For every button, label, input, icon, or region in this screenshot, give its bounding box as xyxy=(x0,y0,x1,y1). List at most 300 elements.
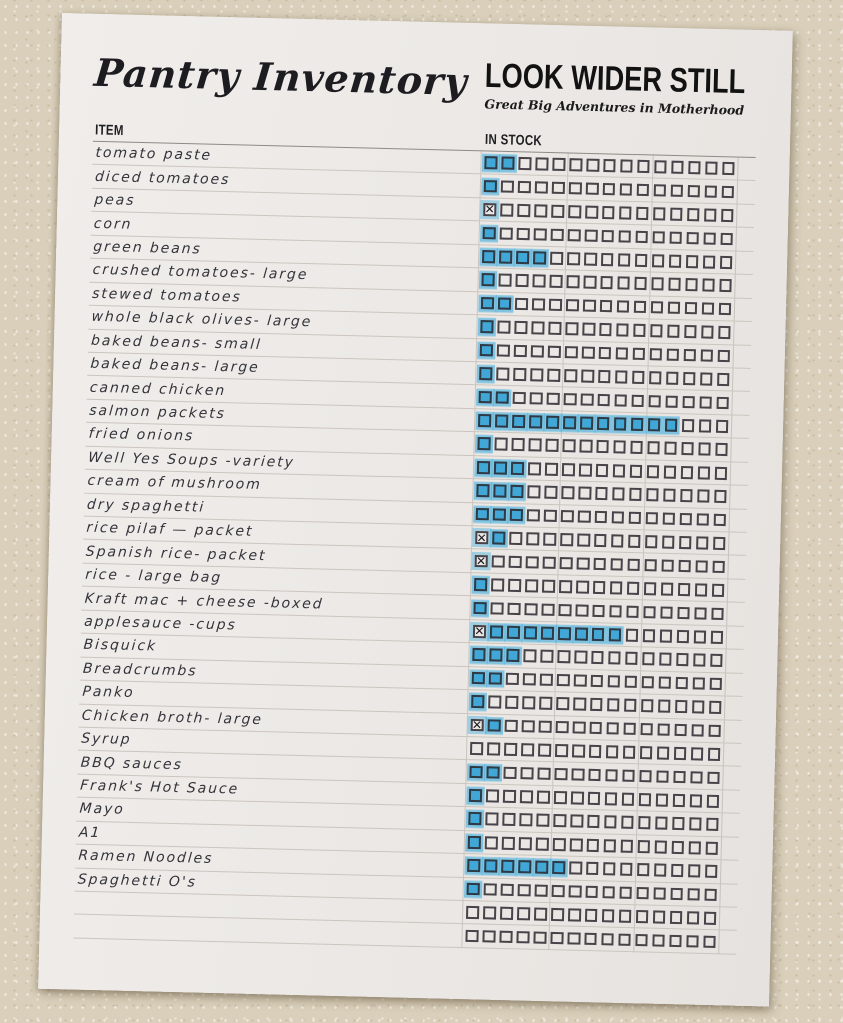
stock-checkbox-empty xyxy=(707,795,720,808)
stock-checkbox-empty xyxy=(578,510,591,523)
stock-checkbox-empty xyxy=(484,883,497,896)
stock-checkbox-x-marked xyxy=(483,203,496,216)
stock-checkbox-empty xyxy=(595,487,608,500)
stock-checkbox-filled xyxy=(467,883,480,896)
stock-checkbox-strip xyxy=(471,719,722,738)
stock-checkbox-empty xyxy=(587,815,600,828)
stock-checkbox-empty xyxy=(525,579,538,592)
inventory-table xyxy=(73,120,756,955)
stock-checkbox-filled xyxy=(552,861,565,874)
item-name: Syrup xyxy=(80,730,133,749)
stock-checkbox-empty xyxy=(678,583,691,596)
stock-checkbox-empty xyxy=(717,350,730,363)
stock-checkbox-empty xyxy=(517,907,530,920)
stock-checkbox-empty xyxy=(686,935,699,948)
stock-checkbox-strip xyxy=(482,250,733,269)
stock-checkbox-empty xyxy=(685,278,698,291)
stock-checkbox-empty xyxy=(674,724,687,737)
stock-checkbox-empty xyxy=(690,794,703,807)
stock-checkbox-empty xyxy=(683,372,696,385)
stock-checkbox-empty xyxy=(619,206,632,219)
stock-checkbox-empty xyxy=(675,700,688,713)
stock-checkbox-empty xyxy=(527,509,540,522)
stock-checkbox-strip xyxy=(481,273,732,292)
stock-checkbox-empty xyxy=(559,557,572,570)
stock-checkbox-empty xyxy=(526,532,539,545)
stock-checkbox-filled xyxy=(493,485,506,498)
stock-checkbox-empty xyxy=(631,394,644,407)
stock-checkbox-empty xyxy=(511,438,524,451)
stock-checkbox-empty xyxy=(658,676,671,689)
stock-checkbox-empty xyxy=(694,630,707,643)
stock-checkbox-filled xyxy=(479,367,492,380)
stock-checkbox-empty xyxy=(635,934,648,947)
stock-checkbox-empty xyxy=(633,324,646,337)
stock-checkbox-empty xyxy=(514,345,527,358)
stock-checkbox-empty xyxy=(505,719,518,732)
stock-checkbox-empty xyxy=(598,370,611,383)
stock-checkbox-empty xyxy=(661,583,674,596)
stock-checkbox-filled xyxy=(492,532,505,545)
stock-checkbox-filled xyxy=(665,419,678,432)
stock-checkbox-filled xyxy=(473,601,486,614)
stock-checkbox-empty xyxy=(665,395,678,408)
stock-checkbox-empty xyxy=(565,346,578,359)
stock-checkbox-empty xyxy=(654,184,667,197)
stock-checkbox-empty xyxy=(572,745,585,758)
stock-checkbox-empty xyxy=(610,558,623,571)
stock-checkbox-empty xyxy=(646,512,659,525)
stock-checkbox-empty xyxy=(576,557,589,570)
stock-checkbox-empty xyxy=(629,511,642,524)
stock-checkbox-empty xyxy=(656,770,669,783)
stock-checkbox-empty xyxy=(658,700,671,713)
stock-checkbox-empty xyxy=(601,253,614,266)
stock-checkbox-filled xyxy=(563,416,576,429)
stock-checkbox-filled xyxy=(488,719,501,732)
stock-checkbox-empty xyxy=(664,442,677,455)
stock-checkbox-empty xyxy=(701,326,714,339)
stock-checkbox-empty xyxy=(714,490,727,503)
stock-checkbox-empty xyxy=(547,392,560,405)
stock-checkbox-strip xyxy=(483,203,734,222)
stock-checkbox-empty xyxy=(591,651,604,664)
item-name: Kraft mac + cheese -boxed xyxy=(84,590,325,613)
stock-checkbox-empty xyxy=(688,865,701,878)
stock-checkbox-empty xyxy=(669,231,682,244)
stock-checkbox-empty xyxy=(650,348,663,361)
stock-checkbox-empty xyxy=(549,275,562,288)
stock-checkbox-strip xyxy=(468,836,719,855)
stock-checkbox-empty xyxy=(667,325,680,338)
stock-checkbox-empty xyxy=(711,631,724,644)
stock-checkbox-empty xyxy=(530,392,543,405)
stock-checkbox-empty xyxy=(636,887,649,900)
stock-checkbox-empty xyxy=(699,396,712,409)
stock-checkbox-empty xyxy=(620,160,633,173)
stock-checkbox-empty xyxy=(470,742,483,755)
stock-checkbox-empty xyxy=(639,793,652,806)
stock-checkbox-filled xyxy=(529,415,542,428)
stock-checkbox-empty xyxy=(671,864,684,877)
stock-checkbox-empty xyxy=(707,771,720,784)
stock-checkbox-filled xyxy=(501,157,514,170)
stock-checkbox-empty xyxy=(595,511,608,524)
stock-checkbox-empty xyxy=(619,886,632,899)
stock-checkbox-empty xyxy=(584,229,597,242)
stock-checkbox-empty xyxy=(466,906,479,919)
stock-checkbox-empty xyxy=(639,770,652,783)
stock-checkbox-empty xyxy=(602,886,615,899)
stock-checkbox-empty xyxy=(634,277,647,290)
stock-checkbox-empty xyxy=(509,532,522,545)
stock-checkbox-empty xyxy=(634,301,647,314)
stock-checkbox-empty xyxy=(519,837,532,850)
stock-checkbox-empty xyxy=(524,603,537,616)
stock-checkbox-empty xyxy=(721,209,734,222)
stock-checkbox-empty xyxy=(633,347,646,360)
stock-checkbox-empty xyxy=(494,438,507,451)
stock-checkbox-empty xyxy=(686,255,699,268)
stock-checkbox-empty xyxy=(500,227,513,240)
stock-checkbox-empty xyxy=(537,791,550,804)
item-name: stewed tomatoes xyxy=(91,285,243,306)
stock-checkbox-x-marked xyxy=(475,531,488,544)
stock-checkbox-empty xyxy=(539,697,552,710)
stock-checkbox-filled xyxy=(490,625,503,638)
item-name: Spaghetti O's xyxy=(77,871,198,891)
stock-checkbox-empty xyxy=(522,696,535,709)
stock-checkbox-empty xyxy=(519,814,532,827)
stock-checkbox-strip xyxy=(475,555,726,574)
printed-checklist-sheet xyxy=(38,13,793,1007)
stock-checkbox-empty xyxy=(589,722,602,735)
stock-checkbox-empty xyxy=(559,580,572,593)
stock-checkbox-empty xyxy=(544,486,557,499)
stock-checkbox-empty xyxy=(518,181,531,194)
stock-checkbox-empty xyxy=(582,346,595,359)
stock-checkbox-filled xyxy=(481,273,494,286)
stock-checkbox-filled xyxy=(474,578,487,591)
stock-checkbox-empty xyxy=(498,274,511,287)
stock-checkbox-empty xyxy=(613,464,626,477)
stock-checkbox-empty xyxy=(637,863,650,876)
stock-checkbox-empty xyxy=(668,278,681,291)
stock-checkbox-empty xyxy=(487,742,500,755)
stock-checkbox-empty xyxy=(704,912,717,925)
stock-checkbox-empty xyxy=(591,675,604,688)
stock-checkbox-empty xyxy=(682,396,695,409)
stock-checkbox-filled xyxy=(476,508,489,521)
stock-checkbox-empty xyxy=(671,161,684,174)
stock-checkbox-empty xyxy=(696,513,709,526)
stock-checkbox-empty xyxy=(586,862,599,875)
stock-checkbox-strip xyxy=(471,695,722,714)
stock-checkbox-empty xyxy=(637,183,650,196)
stock-checkbox-filled xyxy=(476,484,489,497)
stock-checkbox-empty xyxy=(483,906,496,919)
stock-checkbox-empty xyxy=(579,440,592,453)
stock-checkbox-empty xyxy=(636,910,649,923)
stock-checkbox-empty xyxy=(615,370,628,383)
stock-checkbox-filled xyxy=(546,416,559,429)
stock-checkbox-empty xyxy=(597,394,610,407)
stock-checkbox-empty xyxy=(560,533,573,546)
stock-checkbox-empty xyxy=(642,652,655,665)
stock-checkbox-empty xyxy=(561,510,574,523)
stock-checkbox-empty xyxy=(622,769,635,782)
stock-checkbox-empty xyxy=(499,930,512,943)
stock-checkbox-empty xyxy=(718,326,731,339)
stock-checkbox-empty xyxy=(694,607,707,620)
brand-logo xyxy=(476,57,754,118)
stock-checkbox-empty xyxy=(589,745,602,758)
stock-checkbox-empty xyxy=(617,277,630,290)
stock-checkbox-empty xyxy=(619,910,632,923)
stock-checkbox-empty xyxy=(672,817,685,830)
stock-checkbox-filled xyxy=(499,250,512,263)
stock-checkbox-empty xyxy=(557,650,570,663)
stock-checkbox-empty xyxy=(584,253,597,266)
item-name: whole black olives- large xyxy=(90,309,313,331)
stock-checkbox-empty xyxy=(674,747,687,760)
stock-checkbox-empty xyxy=(562,440,575,453)
stock-checkbox-empty xyxy=(553,838,566,851)
stock-checkbox-empty xyxy=(681,442,694,455)
stock-checkbox-empty xyxy=(517,227,530,240)
stock-checkbox-empty xyxy=(698,443,711,456)
stock-checkbox-empty xyxy=(535,181,548,194)
stock-checkbox-empty xyxy=(625,652,638,665)
item-name: Well Yes Soups -variety xyxy=(87,449,296,471)
stock-checkbox-empty xyxy=(548,322,561,335)
stock-checkbox-empty xyxy=(617,300,630,313)
stock-checkbox-filled xyxy=(609,628,622,641)
stock-checkbox-empty xyxy=(686,232,699,245)
stock-checkbox-empty xyxy=(652,254,665,267)
stock-checkbox-empty xyxy=(688,161,701,174)
stock-checkbox-empty xyxy=(705,162,718,175)
stock-checkbox-empty xyxy=(663,489,676,502)
stock-checkbox-empty xyxy=(588,768,601,781)
stock-checkbox-empty xyxy=(604,816,617,829)
stock-checkbox-empty xyxy=(583,299,596,312)
item-name: Ramen Noodles xyxy=(77,848,214,868)
stock-checkbox-empty xyxy=(538,744,551,757)
stock-checkbox-empty xyxy=(655,817,668,830)
stock-checkbox-empty xyxy=(708,724,721,737)
stock-checkbox-empty xyxy=(709,701,722,714)
stock-checkbox-strip xyxy=(465,929,716,948)
stock-checkbox-empty xyxy=(596,464,609,477)
stock-checkbox-empty xyxy=(543,556,556,569)
stock-checkbox-empty xyxy=(465,929,478,942)
stock-checkbox-strip xyxy=(473,601,724,620)
stock-checkbox-empty xyxy=(605,769,618,782)
stock-checkbox-empty xyxy=(692,701,705,714)
stock-checkbox-empty xyxy=(661,559,674,572)
stock-checkbox-empty xyxy=(675,677,688,690)
stock-checkbox-empty xyxy=(620,183,633,196)
stock-checkbox-empty xyxy=(568,909,581,922)
stock-checkbox-empty xyxy=(659,653,672,666)
stock-checkbox-strip xyxy=(484,180,735,199)
stock-checkbox-strip xyxy=(472,672,723,691)
stock-checkbox-empty xyxy=(706,818,719,831)
stock-checkbox-empty xyxy=(613,441,626,454)
stock-checkbox-filled xyxy=(507,626,520,639)
stock-checkbox-empty xyxy=(635,254,648,267)
stock-checkbox-empty xyxy=(646,488,659,501)
stock-checkbox-empty xyxy=(556,697,569,710)
stock-checkbox-empty xyxy=(680,489,693,502)
stock-checkbox-filled xyxy=(480,320,493,333)
stock-checkbox-filled xyxy=(484,180,497,193)
stock-checkbox-empty xyxy=(623,722,636,735)
stock-checkbox-empty xyxy=(699,419,712,432)
item-name: BBQ sauces xyxy=(80,754,184,773)
stock-checkbox-filled xyxy=(479,391,492,404)
stock-checkbox-filled xyxy=(478,414,491,427)
stock-checkbox-empty xyxy=(618,230,631,243)
stock-checkbox-empty xyxy=(708,748,721,761)
stock-checkbox-empty xyxy=(618,933,631,946)
stock-checkbox-strip xyxy=(478,414,729,433)
stock-checkbox-filled xyxy=(592,628,605,641)
stock-checkbox-empty xyxy=(485,813,498,826)
stock-checkbox-empty xyxy=(552,181,565,194)
stock-checkbox-empty xyxy=(705,842,718,855)
stock-checkbox-empty xyxy=(692,677,705,690)
stock-checkbox-empty xyxy=(654,864,667,877)
stock-checkbox-empty xyxy=(535,158,548,171)
stock-checkbox-empty xyxy=(719,279,732,292)
stock-checkbox-empty xyxy=(558,604,571,617)
stock-checkbox-empty xyxy=(503,790,516,803)
stock-checkbox-filled xyxy=(510,485,523,498)
stock-checkbox-strip xyxy=(476,484,727,503)
stock-checkbox-empty xyxy=(545,463,558,476)
stock-checkbox-filled xyxy=(498,297,511,310)
item-name: dry spaghetti xyxy=(86,496,206,516)
stock-checkbox-empty xyxy=(689,818,702,831)
stock-checkbox-empty xyxy=(682,419,695,432)
stock-checkbox-empty xyxy=(585,909,598,922)
stock-checkbox-strip xyxy=(483,227,734,246)
stock-checkbox-empty xyxy=(670,208,683,221)
stock-checkbox-empty xyxy=(602,909,615,922)
stock-checkbox-filled xyxy=(469,789,482,802)
stock-checkbox-empty xyxy=(640,746,653,759)
stock-checkbox-empty xyxy=(533,931,546,944)
stock-checkbox-empty xyxy=(552,158,565,171)
stock-checkbox-empty xyxy=(612,511,625,524)
stock-checkbox-strip xyxy=(479,367,730,386)
stock-checkbox-filled xyxy=(501,860,514,873)
stock-checkbox-filled xyxy=(510,509,523,522)
stock-checkbox-filled xyxy=(484,860,497,873)
stock-checkbox-empty xyxy=(704,185,717,198)
stock-checkbox-empty xyxy=(677,606,690,619)
stock-checkbox-empty xyxy=(576,581,589,594)
stock-checkbox-empty xyxy=(601,933,614,946)
stock-checkbox-empty xyxy=(657,723,670,736)
stock-checkbox-empty xyxy=(568,205,581,218)
stock-checkbox-empty xyxy=(703,935,716,948)
stock-checkbox-empty xyxy=(678,560,691,573)
stock-checkbox-strip xyxy=(480,344,731,363)
stock-checkbox-x-marked xyxy=(471,719,484,732)
item-name: Chicken broth- large xyxy=(81,707,264,728)
stock-checkbox-empty xyxy=(531,322,544,335)
stock-checkbox-empty xyxy=(662,536,675,549)
item-name: cream of mushroom xyxy=(86,473,263,494)
stock-checkbox-empty xyxy=(518,157,531,170)
stock-checkbox-empty xyxy=(644,582,657,595)
stock-checkbox-empty xyxy=(567,229,580,242)
stock-checkbox-filled xyxy=(496,391,509,404)
stock-checkbox-strip xyxy=(480,320,731,339)
stock-checkbox-empty xyxy=(652,231,665,244)
stock-checkbox-empty xyxy=(592,604,605,617)
stock-checkbox-empty xyxy=(693,654,706,667)
stock-checkbox-empty xyxy=(540,673,553,686)
stock-checkbox-empty xyxy=(688,841,701,854)
stock-checkbox-empty xyxy=(482,930,495,943)
stock-checkbox-empty xyxy=(584,932,597,945)
stock-checkbox-empty xyxy=(660,629,673,642)
stock-checkbox-empty xyxy=(500,204,513,217)
stock-checkbox-empty xyxy=(673,770,686,783)
stock-checkbox-empty xyxy=(690,771,703,784)
stock-checkbox-filled xyxy=(489,649,502,662)
stock-checkbox-empty xyxy=(638,840,651,853)
stock-checkbox-empty xyxy=(653,911,666,924)
stock-checkbox-empty xyxy=(501,883,514,896)
stock-checkbox-filled xyxy=(477,437,490,450)
stock-checkbox-strip xyxy=(473,625,724,644)
stock-checkbox-empty xyxy=(509,555,522,568)
stock-checkbox-empty xyxy=(588,792,601,805)
stock-checkbox-empty xyxy=(704,209,717,222)
stock-checkbox-empty xyxy=(647,465,660,478)
stock-checkbox-filled xyxy=(518,860,531,873)
stock-checkbox-empty xyxy=(593,581,606,594)
stock-checkbox-empty xyxy=(537,767,550,780)
stock-checkbox-empty xyxy=(608,675,621,688)
stock-checkbox-empty xyxy=(502,837,515,850)
stock-checkbox-empty xyxy=(684,325,697,338)
stock-checkbox-empty xyxy=(586,182,599,195)
stock-checkbox-empty xyxy=(551,885,564,898)
stock-checkbox-empty xyxy=(590,698,603,711)
stock-checkbox-empty xyxy=(719,303,732,316)
stock-checkbox-filled xyxy=(575,627,588,640)
stock-checkbox-empty xyxy=(679,513,692,526)
stock-checkbox-empty xyxy=(667,348,680,361)
stock-checkbox-empty xyxy=(550,252,563,265)
stock-checkbox-empty xyxy=(687,911,700,924)
inventory-rows xyxy=(73,142,755,955)
stock-checkbox-filled xyxy=(495,414,508,427)
stock-checkbox-empty xyxy=(565,322,578,335)
stock-checkbox-filled xyxy=(524,626,537,639)
item-name: crushed tomatoes- large xyxy=(92,262,309,284)
stock-checkbox-empty xyxy=(542,580,555,593)
stock-checkbox-empty xyxy=(554,768,567,781)
stock-checkbox-empty xyxy=(566,276,579,289)
stock-checkbox-empty xyxy=(583,276,596,289)
